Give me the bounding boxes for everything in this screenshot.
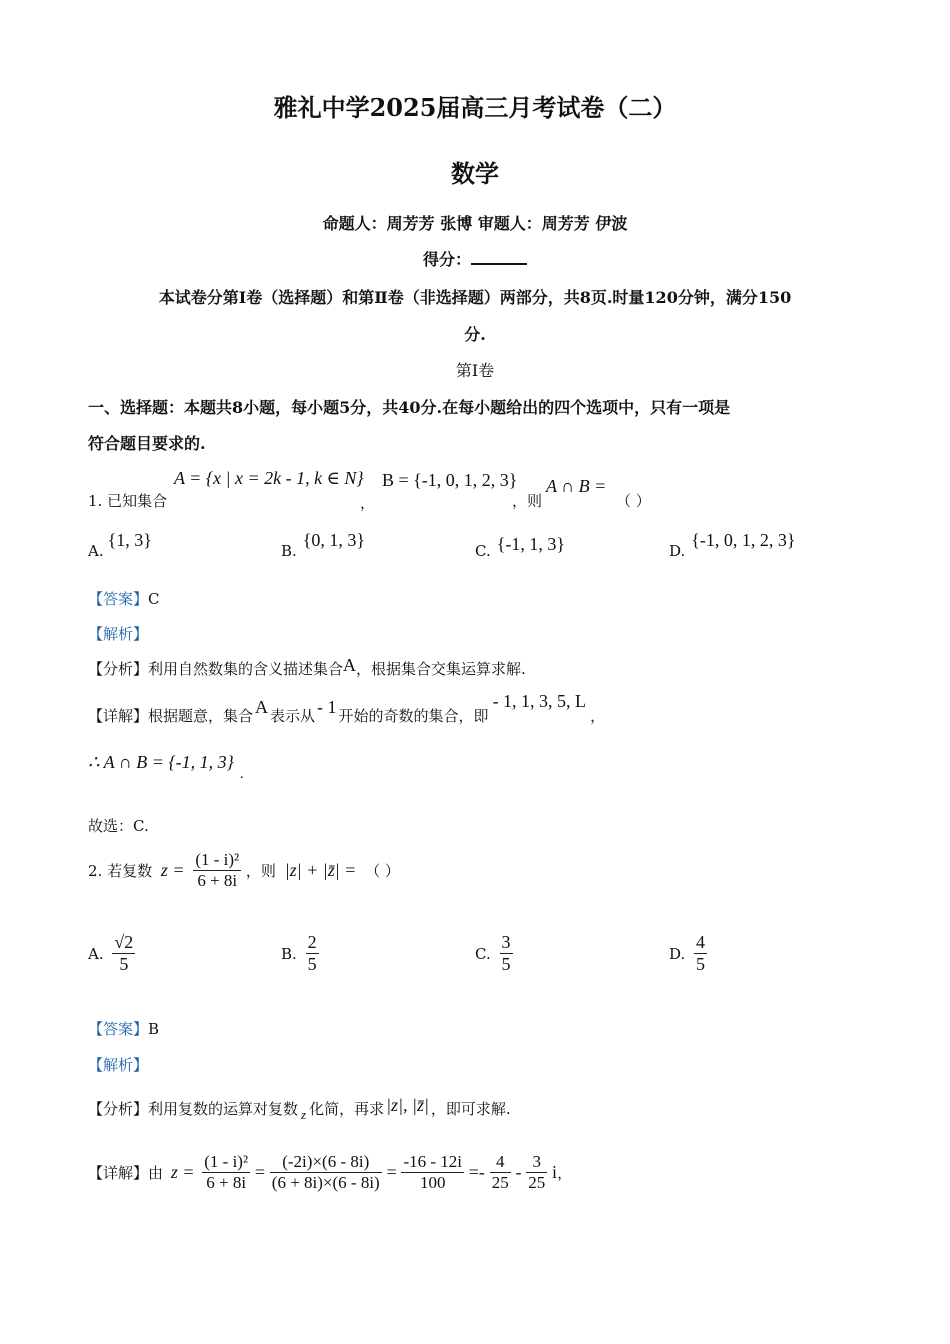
q1-answer: C [148,590,160,608]
q1-intersection: A ∩ B = [546,476,607,496]
authors-line: 命题人：周芳芳 张博 审题人：周芳芳 伊波 [322,214,628,233]
q2-detail-line: 【详解】由 z = $\frac{\text{(1 - i)²}}{6 + 8i}$ = $\frac{(-2i)\times(6 - 8i)}{(6 + 8i)\times(6 - 8i)}$ = $\frac{-16 - 12i}{100}$ =- $\frac{4}{25}$ - $\frac{3}{25}$ i， [88,1152,573,1192]
subject-title: 数学 [451,159,499,188]
q1-option-c: C. {-1, 1, 3} [475,534,565,560]
q2-option-a: A. $\frac{√2}{5}$ [88,932,134,974]
q1-option-b: B.{0, 1, 3} [281,530,366,560]
q1-answer-tag: 【答案】 [88,590,149,608]
q1-therefore: ∴ A ∩ B = {-1, 1, $3\}_.$ [88,752,244,782]
q2-analysis-tag: 【解析】 [88,1056,149,1074]
q2-frac-den: 6 + 8i [193,870,241,891]
q2-option-d: D. $\frac{4}{5}$ [669,932,706,974]
section-line-1: 一、选择题：本题共8小题，每小题5分，共40分.在每小题给出的四个选项中，只有一项是 [88,398,731,417]
q1-fenxi-line: 【分析】利用自然数集的含义描述集合A，根据集合交集运算求解. [88,655,526,678]
score-blank [471,247,527,265]
q1-set-b: B = {-1, 0, 1, 2, 3} [382,470,518,490]
q1-stem-prefix: 1. 已知集合 [88,492,168,510]
score-line [0,247,950,270]
q1-analysis-tag: 【解析】 [88,625,149,643]
q1-set-a: A = {x | x = 2k - 1, k ∈ N} [174,468,364,488]
q1-paren: （ ） [616,492,651,510]
q1-choose: 故选：C. [88,817,149,835]
intro-line-2: 分. [464,325,486,344]
q2-frac-num: (1 - i)² [195,850,240,869]
q1-option-a: A.{1, 3} [88,530,152,560]
q2-option-b: B. $\frac{2}{5}$ [281,932,317,974]
intro-line-1: 本试卷分第Ⅰ卷（选择题）和第Ⅱ卷（非选择题）两部分，共8页.时量120分钟，满分150 [158,288,792,307]
q1-xiangjie-line: 【详解】根据题意，集合 A 表示从 - 1 开始的奇数的集合，即- 1, 1, 3, 5, L， [88,691,606,725]
q2-option-c: C. $\frac{3}{5}$ [475,932,511,974]
q1-then: ，则 [512,492,543,510]
q2-answer-line [88,1018,159,1039]
q2-answer-tag: 【答案】 [88,1020,149,1038]
q1-option-d: D.{-1, 0, 1, 2, 3} [669,530,796,560]
q1-answer-line [88,588,160,609]
q2-fenxi-line: 【分析】利用复数的运算对复数 z 化简，再求 |z|, |z̄| ，即可求解. [88,1095,511,1122]
q2-answer: B [148,1020,160,1038]
exam-title: 雅礼中学2025届高三月考试卷（二） [273,93,677,122]
section-line-2: 符合题目要求的. [88,434,206,453]
score-label: 得分： [422,250,471,269]
q2-stem: 2. 若复数 z = $\frac{\text{(1 - i)²}}{6 + 8i}$ ，则 |z| + |z̄| = （ ） [88,850,400,890]
q2-expr: |z| + |z̄| = [284,860,357,880]
volume-label: 第Ⅰ卷 [455,361,495,380]
